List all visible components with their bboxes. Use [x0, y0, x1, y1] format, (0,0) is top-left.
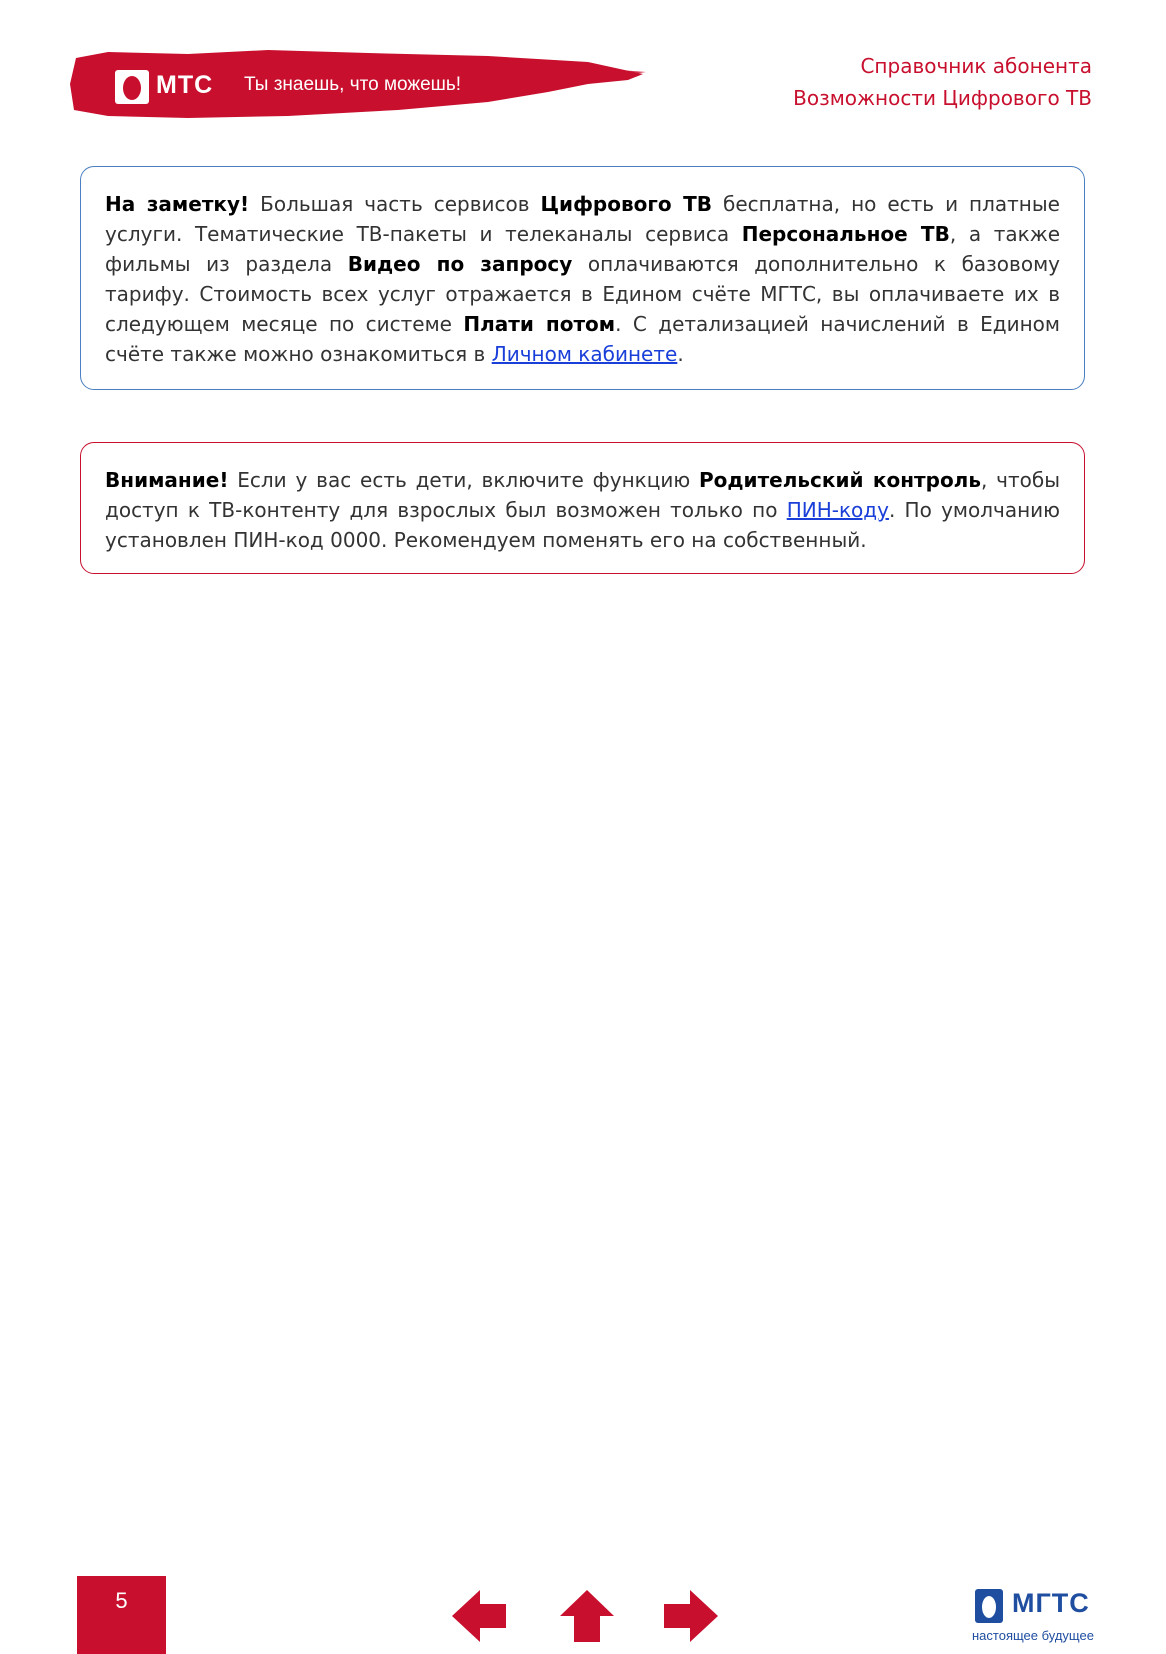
mts-slogan: Ты знаешь, что можешь! — [244, 74, 462, 95]
note-bold-3: Видео по запросу — [347, 252, 573, 276]
mgts-slogan: настоящее будущее — [972, 1628, 1094, 1643]
personal-account-link[interactable]: Личном кабинете — [491, 342, 678, 366]
arrow-right-icon[interactable] — [662, 1588, 720, 1644]
mgts-brand-name: МГТС — [1012, 1588, 1090, 1618]
note-text-3: , а также фильмы из раздела — [105, 222, 1061, 276]
document-header — [793, 50, 1092, 114]
note-text-5: . С детализацией начислений в Едином счёте также можно ознакомиться в — [105, 312, 1061, 366]
note-lead: На заметку! — [105, 192, 250, 216]
arrow-left-icon[interactable] — [450, 1588, 508, 1644]
mgts-egg-logo-icon — [974, 1588, 1004, 1624]
warning-text-3: . По умолчанию установлен ПИН-код 0000. Рекомендуем поменять его на собственный. — [105, 498, 1060, 552]
warning-text-2: , чтобы доступ к ТВ-контенту для взрослых был возможен только по — [105, 468, 1060, 522]
arrow-up-icon[interactable] — [558, 1588, 616, 1644]
note-text-6: . — [677, 342, 684, 366]
mts-brand-name: МТС — [156, 71, 214, 99]
note-text-2: бесплатна, но есть и платные услуги. Тематические ТВ-пакеты и телеканалы сервиса — [105, 192, 1060, 246]
note-bold-1: Цифрового ТВ — [540, 192, 713, 216]
page-number: 5 — [77, 1576, 166, 1654]
warning-lead: Внимание! — [105, 468, 229, 492]
mts-egg-logo-icon — [114, 69, 150, 105]
document-title: Справочник абонента — [860, 54, 1092, 78]
pin-code-link[interactable]: ПИН-коду — [786, 498, 889, 522]
note-box — [80, 166, 1085, 390]
note-text-1: Большая часть сервисов — [249, 192, 541, 216]
note-bold-4: Плати потом — [463, 312, 616, 336]
note-bold-2: Персональное ТВ — [741, 222, 950, 246]
warning-text-1: Если у вас есть дети, включите функцию — [228, 468, 699, 492]
document-section: Возможности Цифрового ТВ — [793, 86, 1092, 110]
warning-box — [80, 442, 1085, 574]
warning-bold-1: Родительский контроль — [699, 468, 981, 492]
note-text-4: оплачиваются дополнительно к базовому тарифу. Стоимость всех услуг отражается в Едином счёте МГТС, вы оплачиваете их в следующем месяце по системе — [105, 252, 1060, 336]
